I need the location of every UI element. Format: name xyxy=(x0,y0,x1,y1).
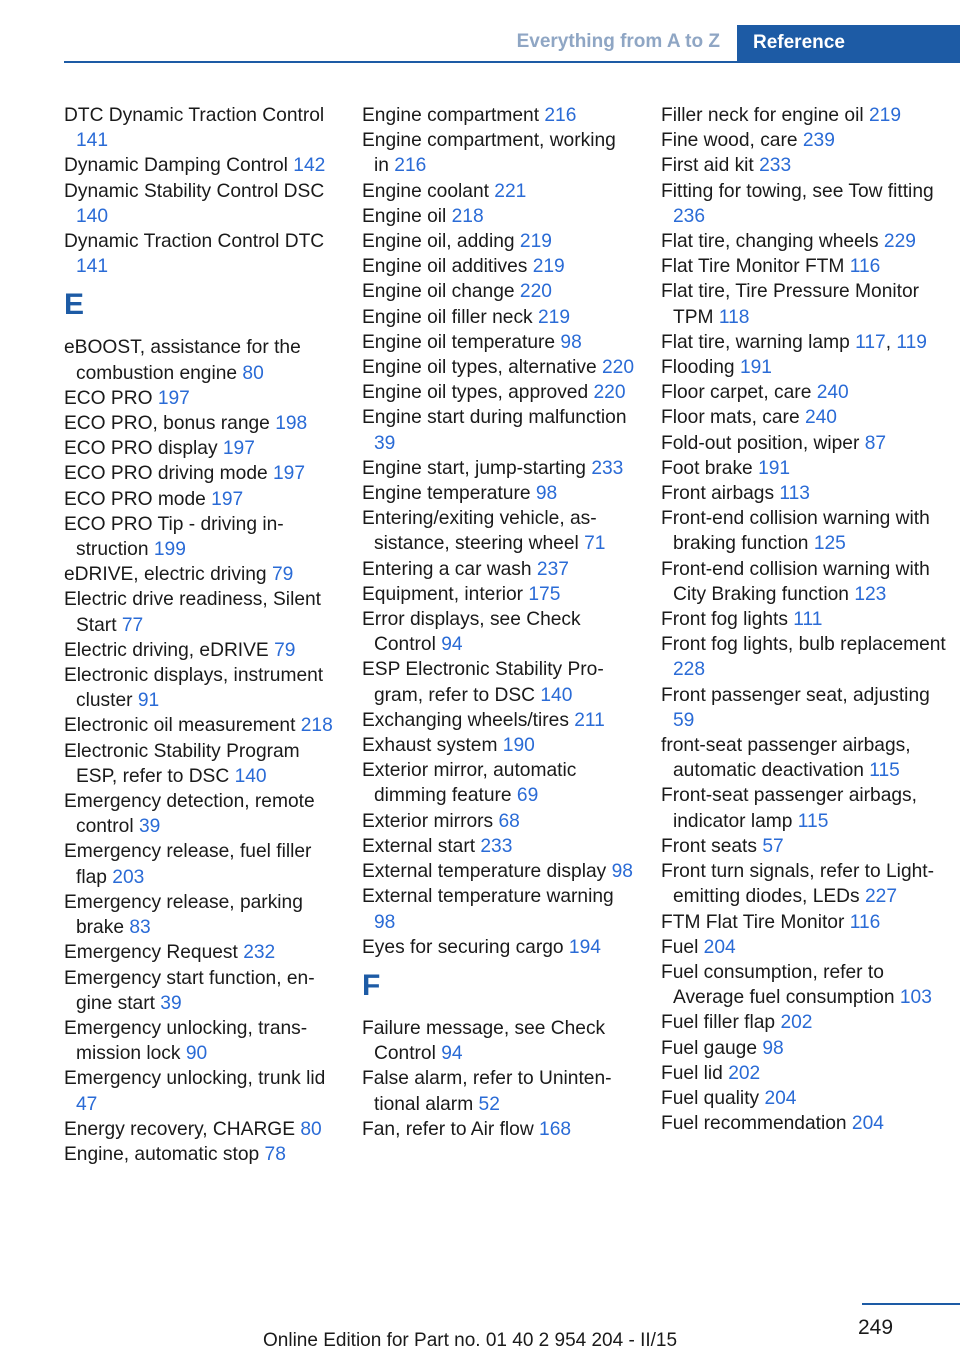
index-term: Front seats xyxy=(661,835,757,857)
page-link[interactable]: 228 xyxy=(673,659,706,681)
page-link[interactable]: 98 xyxy=(374,911,396,933)
page-link[interactable]: 116 xyxy=(849,256,881,278)
index-entry xyxy=(661,179,951,229)
index-term: Engine oil, adding xyxy=(362,231,515,253)
index-entry xyxy=(64,103,336,153)
index-entry xyxy=(362,884,634,934)
index-entry xyxy=(661,1111,951,1136)
index-entry xyxy=(661,910,951,935)
index-term: Engine oil filler neck xyxy=(362,306,533,328)
page-link[interactable]: 204 xyxy=(764,1087,797,1109)
index-entry xyxy=(362,229,634,254)
page-link[interactable]: 240 xyxy=(804,407,837,429)
index-entry xyxy=(661,506,951,556)
page-link[interactable]: 220 xyxy=(593,382,626,404)
page-link[interactable]: 90 xyxy=(185,1043,208,1065)
page-link[interactable]: 142 xyxy=(293,155,326,177)
page-link[interactable]: 227 xyxy=(864,886,897,908)
index-term: Emergency Request xyxy=(64,942,238,964)
index-term: front-seat passenger airbags, automatic deactivation xyxy=(661,735,911,782)
index-term: ECO PRO mode xyxy=(64,488,206,510)
index-entry xyxy=(64,587,336,637)
index-term: Filler neck for engine oil xyxy=(661,105,864,126)
page-link[interactable]: 194 xyxy=(568,936,601,958)
index-letter-heading: E xyxy=(64,288,85,322)
index-term: Engine, automatic stop xyxy=(64,1143,260,1165)
index-term: Exhaust system xyxy=(362,735,498,757)
index-entry xyxy=(661,1061,951,1086)
page-link[interactable]: 98 xyxy=(535,483,558,505)
page-link[interactable]: 111 xyxy=(793,609,823,631)
page-link[interactable]: 98 xyxy=(560,331,582,353)
index-term: Electronic oil measurement xyxy=(64,715,296,737)
index-entry xyxy=(362,128,634,178)
page-link[interactable]: 141 xyxy=(76,256,109,278)
page-link[interactable]: 233 xyxy=(591,457,624,479)
index-term: Engine start, jump-starting xyxy=(362,457,586,479)
index-term: Entering a car wash xyxy=(362,558,532,580)
page-link[interactable]: 219 xyxy=(538,306,571,328)
index-entry xyxy=(661,254,951,279)
index-entry xyxy=(64,461,336,486)
index-entry xyxy=(64,411,336,436)
index-term: Emergency start function, engine start xyxy=(64,967,315,1014)
index-entry xyxy=(64,386,336,411)
index-entry xyxy=(362,1066,634,1116)
index-entry xyxy=(661,431,951,456)
page-link[interactable]: 119 xyxy=(896,331,927,353)
index-term: Fuel filler flap xyxy=(661,1012,776,1034)
index-entry xyxy=(362,405,634,455)
page-link[interactable]: 71 xyxy=(584,533,606,555)
index-term: Front airbags xyxy=(661,483,775,505)
index-term: Engine oil types, alternative xyxy=(362,357,597,379)
index-term: FTM Flat Tire Monitor xyxy=(661,911,845,933)
page-link[interactable]: 202 xyxy=(780,1012,813,1034)
index-term: ECO PRO driving mode xyxy=(64,463,268,485)
index-entry xyxy=(661,960,951,1010)
page-link[interactable]: 69 xyxy=(516,785,539,807)
section-title: Everything from A to Z xyxy=(516,31,720,52)
index-term: eDRIVE, electric driving xyxy=(64,564,267,586)
page-link[interactable]: 39 xyxy=(374,432,396,454)
index-term: Front fog lights xyxy=(661,609,788,631)
index-entry xyxy=(64,739,336,789)
index-entry xyxy=(64,512,336,562)
index-term: ECO PRO Tip - driving instruction xyxy=(64,513,284,561)
page-link[interactable]: 87 xyxy=(864,432,887,454)
page-link[interactable]: 59 xyxy=(673,709,695,731)
page-link[interactable]: 198 xyxy=(275,413,308,435)
page-link[interactable]: 236 xyxy=(673,205,706,227)
page-link[interactable]: 118 xyxy=(718,306,750,328)
page-link[interactable]: 191 xyxy=(739,357,772,379)
index-entry xyxy=(661,153,951,178)
index-entry xyxy=(661,456,951,481)
page-link[interactable]: 80 xyxy=(300,1118,322,1140)
index-term: Front turn signals, refer to Light-emitting diodes, LEDs xyxy=(661,861,935,908)
page-link[interactable]: 83 xyxy=(129,917,151,939)
page-link[interactable]: 57 xyxy=(762,835,784,857)
index-entry xyxy=(64,487,336,512)
index-entry xyxy=(64,179,336,229)
index-term: Dynamic Stability Control DSC xyxy=(64,180,325,202)
index-letter-heading: F xyxy=(362,968,381,1002)
index-entry xyxy=(362,481,634,506)
index-entry xyxy=(661,1036,951,1061)
page-link[interactable]: 78 xyxy=(264,1143,286,1165)
index-term: Engine start during malfunction xyxy=(362,407,627,429)
index-term: Fuel recommendation xyxy=(661,1113,847,1135)
page-link[interactable]: 219 xyxy=(519,231,552,253)
index-entry xyxy=(362,834,634,859)
page-link[interactable]: 197 xyxy=(222,438,255,460)
index-entry xyxy=(661,683,951,733)
index-term: Front-end collision warning with braking function xyxy=(661,508,930,555)
page-link[interactable]: 232 xyxy=(243,942,276,964)
chapter-tab[interactable]: Reference xyxy=(737,25,960,61)
index-entry xyxy=(362,809,634,834)
index-term: Equipment, interior xyxy=(362,583,524,605)
index-entry xyxy=(362,103,634,128)
page-link[interactable]: 94 xyxy=(441,1043,463,1065)
index-entry xyxy=(64,562,336,587)
index-term: Eyes for securing cargo xyxy=(362,936,564,958)
index-term: Emergency release, fuel filler flap xyxy=(64,841,312,888)
page-link[interactable]: 140 xyxy=(76,205,109,227)
index-entry xyxy=(362,380,634,405)
index-term: Flooding xyxy=(661,357,735,379)
index-term: ECO PRO, bonus range xyxy=(64,413,270,435)
page-link[interactable]: 221 xyxy=(494,180,527,202)
index-term: Front-end collision warning with City Braking function xyxy=(661,558,930,605)
index-entry xyxy=(64,966,336,1016)
index-term: Exterior mirror, automatic dimming feature xyxy=(362,760,577,807)
index-entry xyxy=(661,632,951,682)
index-entry xyxy=(661,783,951,833)
page-link[interactable]: 141 xyxy=(76,130,109,152)
index-entry xyxy=(661,355,951,380)
page-link[interactable]: 202 xyxy=(728,1062,761,1084)
index-term: Error displays, see Check Control xyxy=(362,609,581,656)
index-entry xyxy=(64,789,336,839)
index-term: ESP Electronic Stability Program, refer to DSC xyxy=(362,659,604,706)
index-entry xyxy=(64,229,336,279)
index-term: Electric driving, eDRIVE xyxy=(64,639,269,661)
index-term: Electronic Stability Program ESP, refer to DSC xyxy=(64,740,300,787)
page-link[interactable]: 115 xyxy=(869,760,900,782)
index-entry xyxy=(64,436,336,461)
index-entry xyxy=(362,607,634,657)
page-link[interactable]: 113 xyxy=(779,483,810,505)
page-link[interactable]: 140 xyxy=(234,765,267,787)
page-link[interactable]: 80 xyxy=(242,362,264,384)
index-entry xyxy=(362,330,634,355)
index-term: ECO PRO xyxy=(64,387,153,409)
index-term: First aid kit xyxy=(661,155,754,177)
page-link[interactable]: 115 xyxy=(797,810,829,832)
index-entry xyxy=(661,1086,951,1111)
index-entry xyxy=(362,1117,634,1142)
edition-note: Online Edition for Part no. 01 40 2 954 204 - II/15 xyxy=(263,1330,678,1351)
index-term: Front-seat passenger airbags, indicator lamp xyxy=(661,785,917,832)
page-link[interactable]: 203 xyxy=(112,866,145,888)
index-entry xyxy=(362,733,634,758)
index-term: Flat Tire Monitor FTM xyxy=(661,256,845,278)
page-link[interactable]: 199 xyxy=(153,539,186,561)
index-entry xyxy=(362,1016,634,1066)
index-entry xyxy=(661,279,951,329)
header-rule xyxy=(64,61,960,63)
page-link[interactable]: 123 xyxy=(854,583,887,605)
index-term: Floor carpet, care xyxy=(661,382,812,404)
index-entry xyxy=(661,481,951,506)
index-entry xyxy=(362,456,634,481)
index-term: Fuel gauge xyxy=(661,1037,758,1059)
index-term: Engine oil change xyxy=(362,281,515,303)
index-entry xyxy=(661,128,951,153)
page-link[interactable]: 219 xyxy=(868,105,901,126)
index-term: Energy recovery, CHARGE xyxy=(64,1118,296,1140)
index-term: Fan, refer to Air flow xyxy=(362,1118,534,1140)
index-entry xyxy=(362,254,634,279)
index-term: Fuel quality xyxy=(661,1087,760,1109)
index-entry xyxy=(362,557,634,582)
index-column-1 xyxy=(64,103,336,1167)
index-entry: Flat tire, warning lamp 117, 119 xyxy=(661,331,927,353)
index-term: ECO PRO display xyxy=(64,438,218,460)
index-term: Fitting for towing, see Tow fitting xyxy=(661,180,934,202)
index-term: Engine oil types, approved xyxy=(362,382,589,404)
index-term: Engine oil temperature xyxy=(362,331,556,353)
index-entry xyxy=(362,305,634,330)
page-link[interactable]: 39 xyxy=(138,816,161,838)
index-term: Front fog lights, bulb replacement xyxy=(661,634,946,656)
page-link[interactable]: 52 xyxy=(478,1093,500,1115)
page-link[interactable]: 211 xyxy=(574,709,605,731)
index-entry xyxy=(362,582,634,607)
index-entry xyxy=(661,103,951,128)
index-entry xyxy=(64,839,336,889)
index-entry xyxy=(661,859,951,909)
index-column-2 xyxy=(362,103,634,1142)
page-link[interactable]: 218 xyxy=(451,205,484,227)
index-term: Engine compartment, working in xyxy=(362,130,616,177)
page-link[interactable]: 168 xyxy=(539,1118,572,1140)
index-term: Flat tire, warning lamp xyxy=(661,331,850,353)
index-entry xyxy=(661,834,951,859)
index-term: Dynamic Traction Control DTC xyxy=(64,231,325,253)
index-entry xyxy=(64,153,336,178)
index-entry xyxy=(661,557,951,607)
page-link[interactable]: 47 xyxy=(76,1093,98,1115)
index-term: Engine temperature xyxy=(362,483,531,505)
index-term: DTC Dynamic Traction Control xyxy=(64,105,325,126)
page-link[interactable]: 240 xyxy=(816,382,849,404)
index-term: Engine oil additives xyxy=(362,256,528,278)
page-link[interactable]: 116 xyxy=(849,911,881,933)
index-term: Electric drive readiness, Silent Start xyxy=(64,589,322,636)
index-term: Engine oil xyxy=(362,205,447,227)
page-link[interactable]: 197 xyxy=(211,488,244,510)
index-term: Exchanging wheels/tires xyxy=(362,709,569,731)
index-term: Front passenger seat, adjusting xyxy=(661,684,930,706)
index-term: Failure message, see Check Control xyxy=(362,1017,606,1065)
page-link[interactable]: 190 xyxy=(502,735,535,757)
index-entry xyxy=(64,335,336,385)
page-link[interactable]: 233 xyxy=(759,155,792,177)
index-entry xyxy=(64,940,336,965)
index-entry xyxy=(362,279,634,304)
index-term: Exterior mirrors xyxy=(362,810,494,832)
page-link[interactable]: 103 xyxy=(899,987,932,1009)
index-entry xyxy=(64,1117,336,1142)
page-header xyxy=(0,25,960,63)
index-entry xyxy=(362,657,634,707)
page-link[interactable]: 197 xyxy=(157,387,190,409)
index-term: External temperature display xyxy=(362,861,607,883)
index-term: External start xyxy=(362,835,476,857)
index-term: Fine wood, care xyxy=(661,130,798,152)
index-term: External temperature warning xyxy=(362,886,614,908)
page-link[interactable]: 233 xyxy=(480,835,513,857)
page-link[interactable]: 204 xyxy=(851,1113,884,1135)
index-term: Foot brake xyxy=(661,457,753,479)
index-entry xyxy=(661,380,951,405)
index-column-3 xyxy=(661,103,951,1136)
page-link[interactable]: 91 xyxy=(137,690,160,712)
index-term: Fuel lid xyxy=(661,1062,723,1084)
footer-rule xyxy=(862,1303,960,1305)
page-link[interactable]: 191 xyxy=(758,457,791,479)
index-entry xyxy=(64,638,336,663)
index-entry xyxy=(362,859,634,884)
index-term: Emergency release, parking brake xyxy=(64,891,303,939)
index-entry xyxy=(64,1066,336,1116)
index-term: Emergency detection, remote control xyxy=(64,791,315,838)
page-link[interactable]: 68 xyxy=(498,810,520,832)
index-entry xyxy=(362,758,634,808)
index-term: Emergency unlocking, trunk lid xyxy=(64,1068,326,1090)
index-term: Flat tire, changing wheels xyxy=(661,231,879,253)
index-entry xyxy=(64,663,336,713)
page-link[interactable]: 218 xyxy=(300,715,333,737)
page-link[interactable]: 77 xyxy=(121,614,144,636)
index-term: Floor mats, care xyxy=(661,407,800,429)
index-term: Electronic displays, instrument cluster xyxy=(64,665,324,712)
page-link[interactable]: 197 xyxy=(273,463,306,485)
page-link[interactable]: 239 xyxy=(802,130,835,152)
page-link[interactable]: 204 xyxy=(703,936,736,958)
index-entry xyxy=(661,733,951,783)
page-link[interactable]: 216 xyxy=(394,155,427,177)
index-entry xyxy=(362,506,634,556)
page-link[interactable]: 220 xyxy=(602,357,635,379)
index-term: Flat tire, Tire Pressure Monitor TPM xyxy=(661,281,920,328)
index-entry xyxy=(64,1016,336,1066)
index-entry xyxy=(64,1142,336,1167)
index-entry xyxy=(362,179,634,204)
page-link[interactable]: 79 xyxy=(271,564,294,586)
page-link[interactable]: 39 xyxy=(160,992,182,1014)
index-term: Fuel xyxy=(661,936,699,958)
page-link[interactable]: 79 xyxy=(274,639,296,661)
page-link[interactable]: 229 xyxy=(883,231,916,253)
index-term: Fuel consumption, refer to Average fuel consumption xyxy=(661,961,895,1009)
index-entry xyxy=(362,708,634,733)
page-link[interactable]: 117 xyxy=(855,331,886,353)
page-link[interactable]: 216 xyxy=(544,105,577,126)
page-link[interactable]: 98 xyxy=(762,1037,784,1059)
index-term: Emergency unlocking, transmission lock xyxy=(64,1017,308,1065)
index-term: Fold-out position, wiper xyxy=(661,432,860,454)
index-entry xyxy=(362,204,634,229)
page-number: 249 xyxy=(858,1316,894,1339)
page-link[interactable]: 219 xyxy=(532,256,565,278)
index-entry xyxy=(64,713,336,738)
index-term: Engine coolant xyxy=(362,180,489,202)
page-link[interactable]: 140 xyxy=(540,684,573,706)
index-term: eBOOST, assistance for the combustion engine xyxy=(64,337,301,384)
page-link[interactable]: 125 xyxy=(813,533,846,555)
index-entry xyxy=(362,935,634,960)
page-link[interactable]: 237 xyxy=(536,558,569,580)
index-term: False alarm, refer to Unintentional alarm xyxy=(362,1068,612,1115)
page-link[interactable]: 175 xyxy=(528,583,561,605)
index-term: Engine compartment xyxy=(362,105,540,126)
index-entry xyxy=(362,355,634,380)
page-link[interactable]: 98 xyxy=(611,861,633,883)
index-entry xyxy=(661,935,951,960)
page-link[interactable]: 94 xyxy=(441,634,463,656)
index-entry xyxy=(661,229,951,254)
index-entry xyxy=(661,405,951,430)
index-entry xyxy=(64,890,336,940)
page-link[interactable]: 220 xyxy=(519,281,552,303)
index-term: Dynamic Damping Control xyxy=(64,155,288,177)
index-entry xyxy=(661,607,951,632)
index-term: Entering/exiting vehicle, assistance, steering wheel xyxy=(362,508,597,555)
index-entry xyxy=(661,1010,951,1035)
